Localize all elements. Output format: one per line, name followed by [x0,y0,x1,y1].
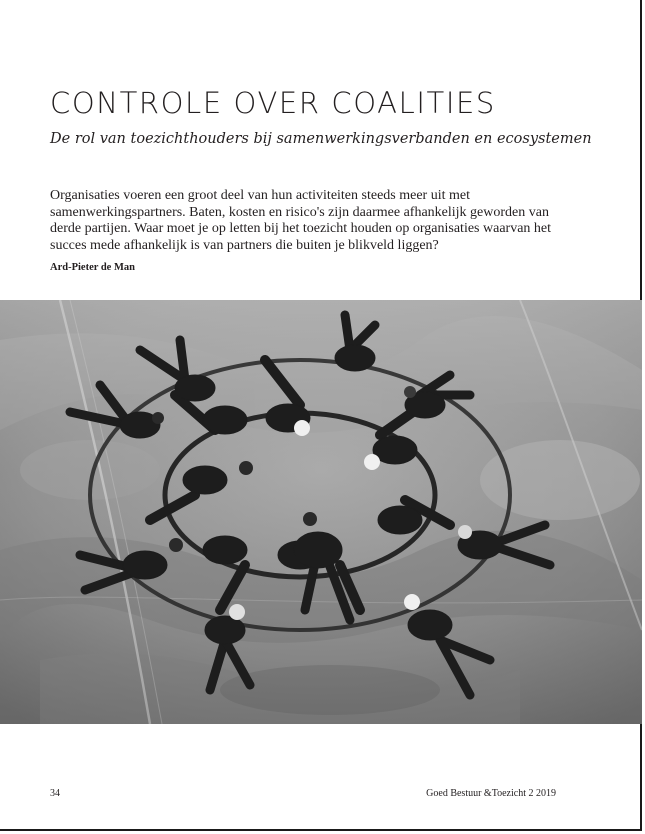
publication-footer: Goed Bestuur &Toezicht 2 2019 [426,788,556,799]
article-author: Ard-Pieter de Man [50,262,135,273]
article-title: CONTROLE OVER COALITIES [50,86,496,120]
page-number: 34 [50,788,60,799]
article-intro: Organisaties voeren een groot deel van hun activiteiten steeds meer uit met samenwerkingspartners. Baten, kosten en risico's zijn daarmee afhankelijk geworden van derde partijen. Waar moet je op letten bij het toezicht houden op organisaties waarvan het succes mede afhankelijk is van partners die buiten je blikveld liggen? [50,188,552,253]
skydivers-formation-illustration [0,300,642,724]
article-subtitle: De rol van toezichthouders bij samenwerkingsverbanden en ecosystemen [50,131,592,147]
skydivers-photo [0,300,642,724]
